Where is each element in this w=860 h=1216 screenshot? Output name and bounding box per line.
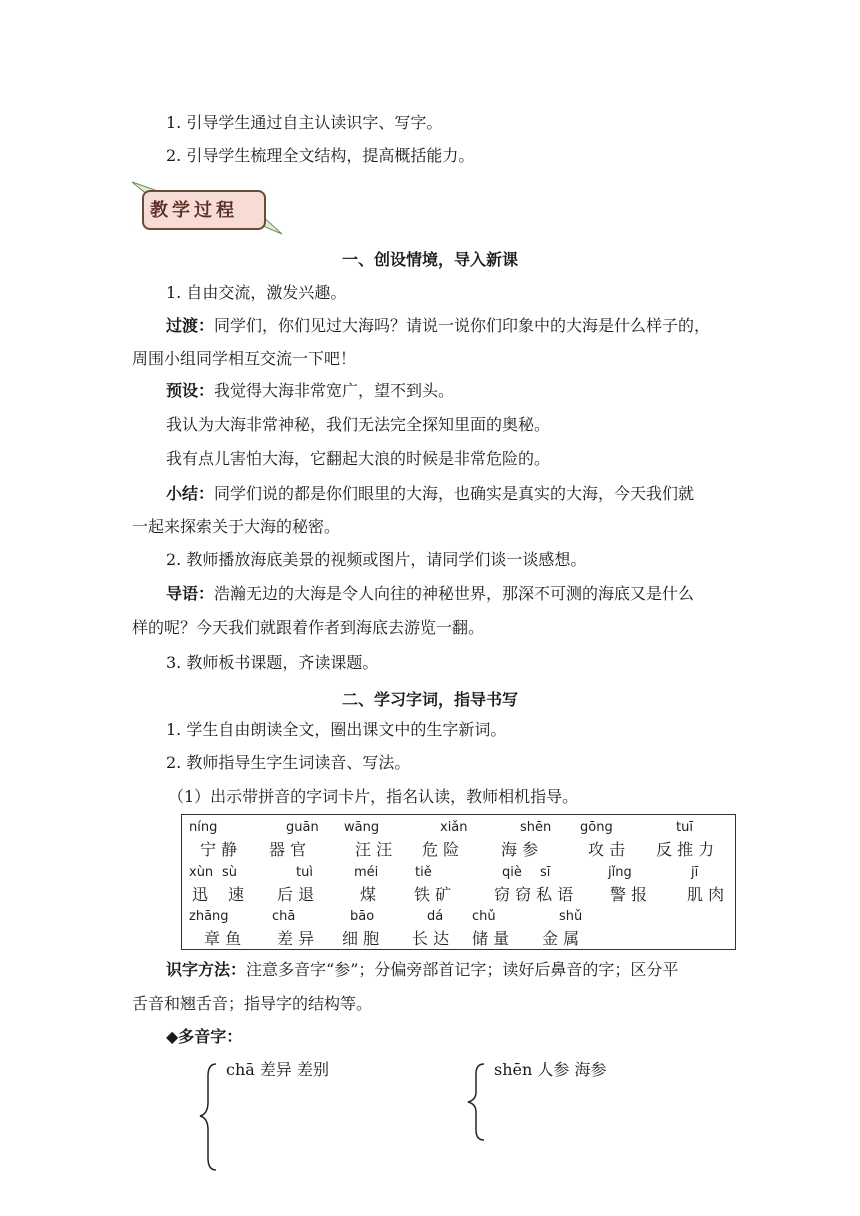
pinyin: chǔ [472,909,496,924]
guide-line-1 [166,584,694,604]
preset-label: 预设： [166,381,215,400]
word: 反 推 力 [656,840,715,859]
pinyin: tuì [296,865,313,880]
preset-text: 我觉得大海非常宽广，望不到头。 [214,381,455,400]
summary-text-1: 同学们说的都是你们眼里的大海，也确实是真实的大海，今天我们就 [214,484,695,503]
word: 后 退 [277,885,315,904]
summary-label: 小结： [166,484,215,503]
pinyin: xùn [189,865,214,880]
section2-step2: 2. 教师指导生字生词读音、写法。 [166,753,411,772]
word: 储 量 [472,929,510,948]
left-brace-icon [198,1062,222,1172]
method-line-1 [166,960,678,980]
word: 速 [228,885,245,904]
preset-2: 我认为大海非常神秘，我们无法完全探知里面的奥秘。 [166,415,551,434]
word: 差 异 [277,929,315,948]
word: 器 官 [269,840,307,859]
preset-line [166,381,454,401]
word: 汪 汪 [355,840,393,859]
guide-label: 导语： [166,584,215,603]
section1-title: 一、创设情境，导入新课 [341,250,518,269]
pinyin: dá [427,909,444,924]
section1-step1: 1. 自由交流，激发兴趣。 [166,283,347,302]
pinyin: jī [691,865,699,880]
pinyin: tuī [676,820,693,835]
preset-3: 我有点儿害怕大海，它翻起大浪的时候是非常危险的。 [166,449,551,468]
pinyin: níng [189,820,218,835]
word: 长 达 [412,929,450,948]
polyphonic-label: ◆多音字： [166,1027,243,1046]
polyphonic-cha: chā 差异 差别 [226,1060,329,1079]
word: 窃 窃 私 语 [494,885,574,904]
section2-sub1: （1）出示带拼音的字词卡片，指名认读，教师相机指导。 [168,787,579,806]
pinyin: sī [540,865,551,880]
right-brace-icon [466,1062,490,1142]
word: 煤 [360,885,377,904]
section2-title: 二、学习字词，指导书写 [341,690,518,709]
pinyin: jǐng [608,865,632,880]
objective-1: 1. 引导学生通过自主认读识字、写字。 [166,113,443,132]
word: 海 参 [501,840,539,859]
section2-step1: 1. 学生自由朗读全文，圈出课文中的生字新词。 [166,720,507,739]
section1-step3: 3. 教师板书课题，齐读课题。 [166,653,379,672]
banner-label: 教学过程 [150,200,238,221]
pinyin: wāng [344,820,380,835]
word: 警 报 [610,885,648,904]
transition-text-1: 同学们，你们见过大海吗？请说一说你们印象中的大海是什么样子的， [214,316,711,335]
section1-step2: 2. 教师播放海底美景的视频或图片，请同学们谈一谈感想。 [166,550,587,569]
pinyin: chā [272,909,296,924]
pinyin: zhāng [189,909,229,924]
word: 章 鱼 [204,929,242,948]
method-text-2: 舌音和翘舌音；指导字的结构等。 [132,994,373,1013]
method-text-1: 注意多音字“参”；分偏旁部首记字；读好后鼻音的字；区分平 [246,960,679,979]
word: 肌 肉 [687,885,725,904]
pinyin: guān [286,820,319,835]
word: 金 属 [542,929,580,948]
pinyin: shǔ [559,909,583,924]
word: 铁 矿 [414,885,452,904]
polyphonic-shen: shēn 人参 海参 [494,1060,607,1079]
guide-text-1: 浩瀚无边的大海是令人向往的神秘世界，那深不可测的海底又是什么 [214,584,695,603]
pinyin: gōng [580,820,613,835]
pinyin: qiè [502,865,522,880]
pinyin: sù [222,865,238,880]
teaching-process-banner [132,178,282,238]
pinyin-word-card [181,814,736,950]
pinyin: tiě [415,865,432,880]
summary-line-1 [166,484,694,504]
word: 迅 [192,885,209,904]
guide-text-2: 样的呢？今天我们就跟着作者到海底去游览一翻。 [132,618,485,637]
word: 细 胞 [342,929,380,948]
summary-text-2: 一起来探索关于大海的秘密。 [132,517,341,536]
pinyin: méi [354,865,379,880]
transition-text-2: 周围小组同学相互交流一下吧！ [132,349,357,368]
transition-line-1 [166,316,710,336]
word: 宁 静 [200,840,238,859]
objective-2: 2. 引导学生梳理全文结构，提高概括能力。 [166,146,475,165]
method-label: 识字方法： [166,960,247,979]
pinyin: bāo [350,909,375,924]
pinyin: shēn [520,820,552,835]
word: 攻 击 [588,840,626,859]
pinyin: xiǎn [440,820,468,835]
transition-label: 过渡： [166,316,215,335]
word: 危 险 [422,840,460,859]
